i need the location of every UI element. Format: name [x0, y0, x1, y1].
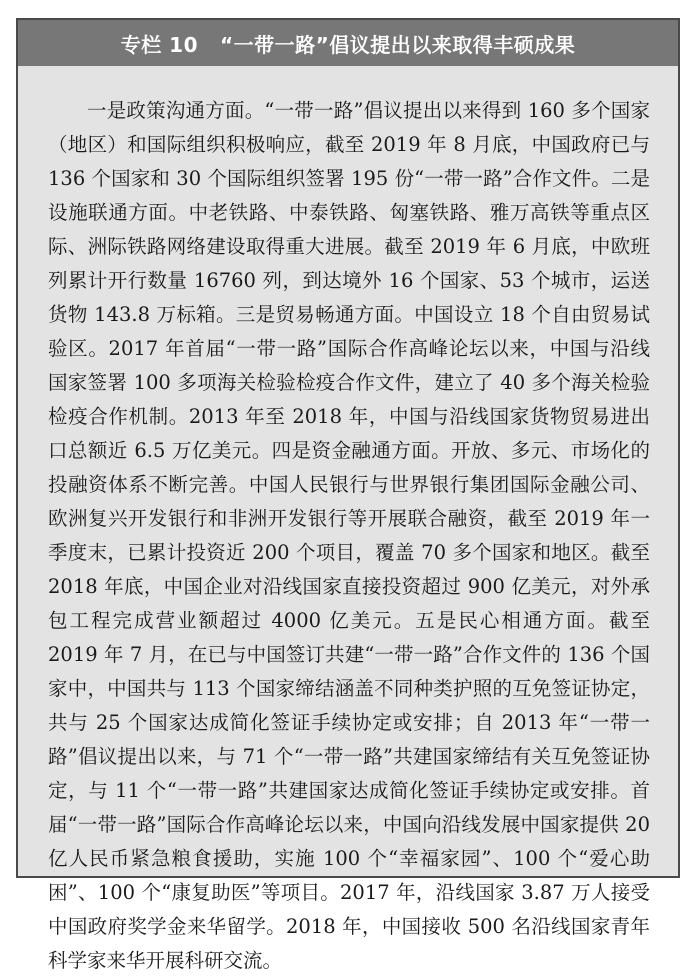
column-header [18, 20, 678, 66]
column-title: “一带一路”倡议提出以来取得丰硕成果 [220, 32, 576, 57]
column-body-text: 一是政策沟通方面。“一带一路”倡议提出以来得到 160 多个国家（地区）和国际组织积极响应，截至 2019 年 8 月底，中国政府已与 136 个国家和 30 个国际组织签署 195 份“一带一路”合作文件。二是设施联通方面。中老铁路、中泰铁路、匈塞铁路、雅万高铁等重点区际、洲际铁路网络建设取得重大进展。截至 2019 年 6 月底，中欧班列累计开行数量 16760 列，到达境外 16 个国家、53 个城市，运送货物 143.8 万标箱。三是贸易畅通方面。中国设立 18 个自由贸易试验区。2017 年首届“一带一路”国际合作高峰论坛以来，中国与沿线国家签署 100 多项海关检验检疫合作文件，建立了 40 多个海关检验检疫合作机制。2013 年至 2018 年，中国与沿线国家货物贸易进出口总额近 6.5 万亿美元。四是资金融通方面。开放、多元、市场化的投融资体系不断完善。中国人民银行与世界银行集团国际金融公司、欧洲复兴开发银行和非洲开发银行等开展联合融资，截至 2019 年一季度末，已累计投资近 200 个项目，覆盖 70 多个国家和地区。截至 2018 年底，中国企业对沿线国家直接投资超过 900 亿美元，对外承包工程完成营业额超过 4000 亿美元。五是民心相通方面。截至 2019 年 7 月，在已与中国签订共建“一带一路”合作文件的 136 个国家中，中国共与 113 个国家缔结涵盖不同种类护照的互免签证协定，共与 25 个国家达成简化签证手续协定或安排；自 2013 年“一带一路”倡议提出以来，与 71 个“一带一路”共建国家缔结有关互免签证协定，与 11 个“一带一路”共建国家达成简化签证手续协定或安排。首届“一带一路”国际合作高峰论坛以来，中国向沿线发展中国家提供 20 亿人民币紧急粮食援助，实施 100 个“幸福家园”、100 个“爱心助困”、100 个“康复助医”等项目。2017 年，沿线国家 3.87 万人接受中国政府奖学金来华留学。2018 年，中国接收 500 名沿线国家青年科学家来华开展科研交流。 [48, 99, 650, 972]
column-label: 专栏 10 [120, 32, 198, 57]
column-box [16, 18, 680, 972]
